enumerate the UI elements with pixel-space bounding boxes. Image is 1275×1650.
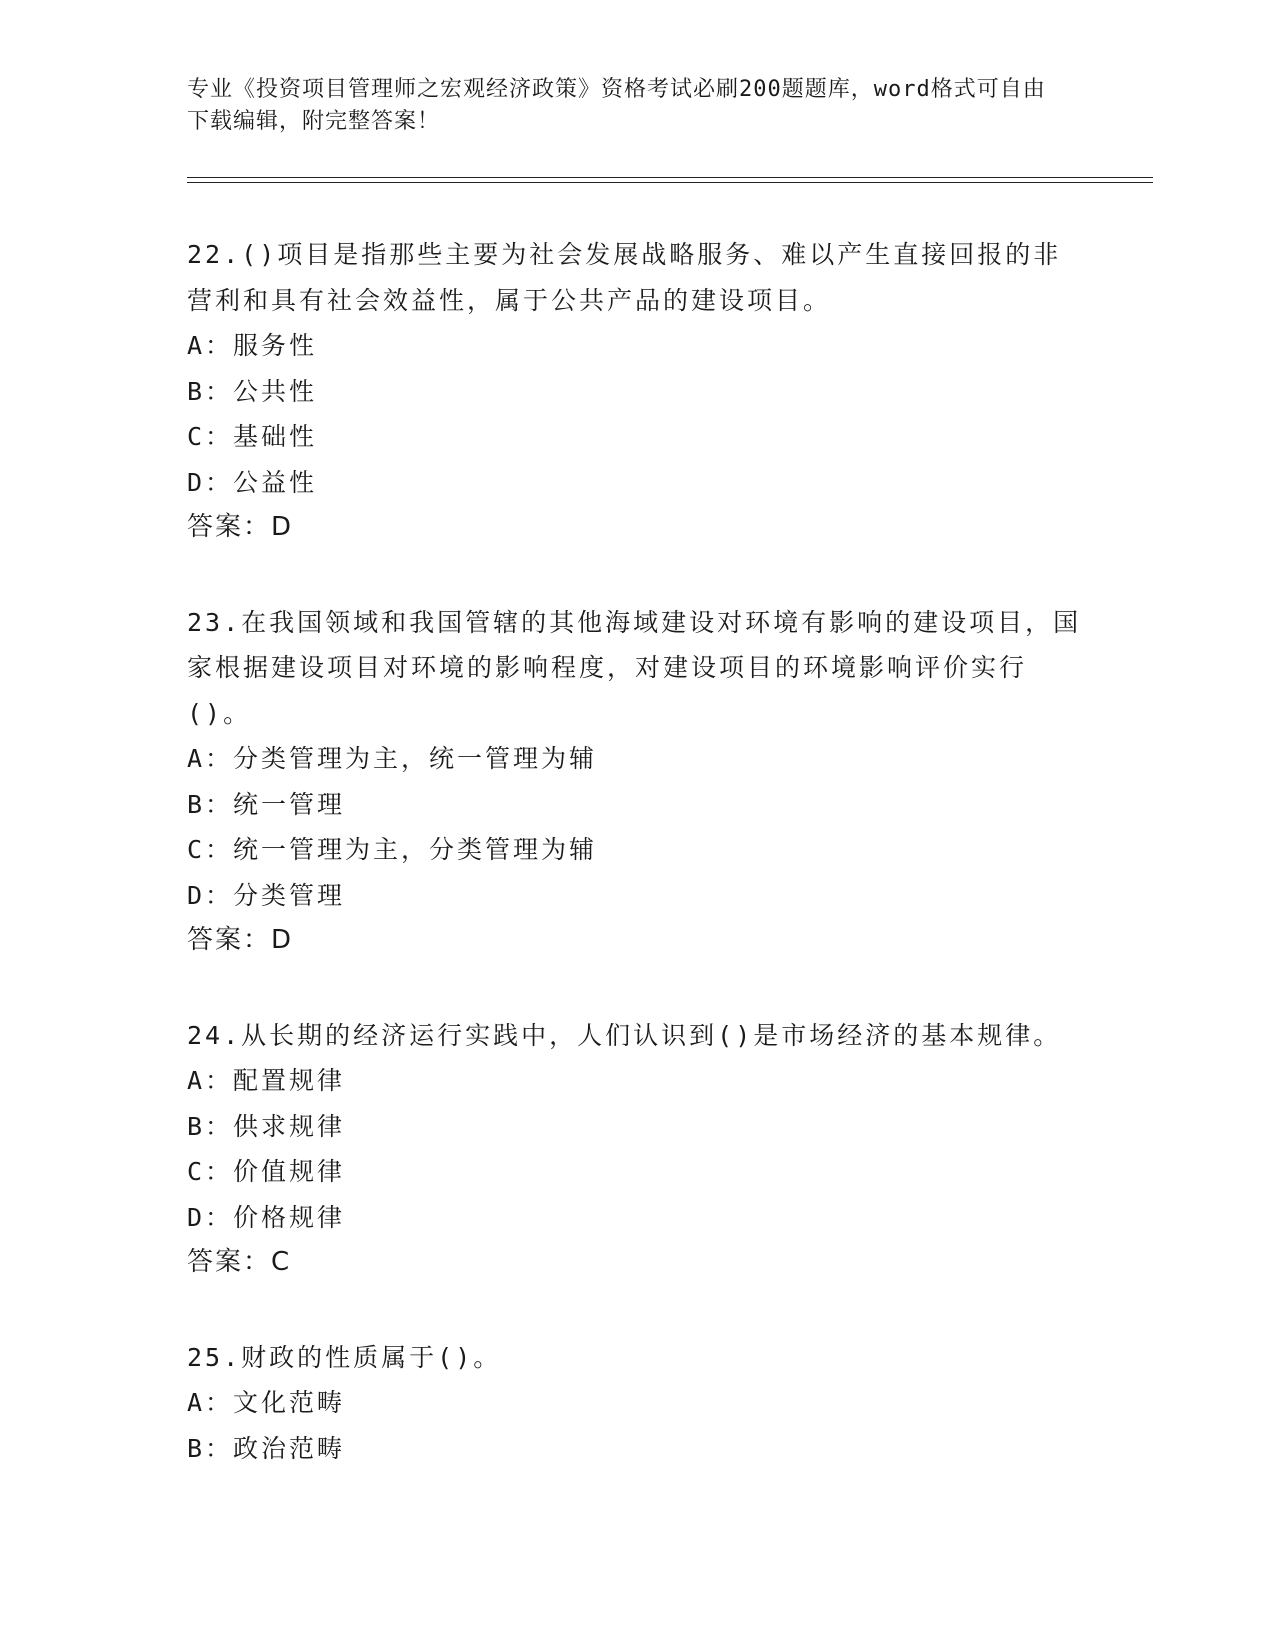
question-23 (187, 600, 1087, 964)
option-b: B：供求规律 (187, 1111, 346, 1141)
option-b: B：公共性 (187, 376, 318, 406)
header-divider-top (187, 177, 1153, 178)
option-c: C：统一管理为主，分类管理为辅 (187, 835, 598, 864)
option-c: C：基础性 (187, 422, 318, 451)
option-c: C：价值规律 (187, 1157, 346, 1186)
option-a: A：服务性 (187, 331, 318, 360)
question-text: 25.财政的性质属于()。 (187, 1342, 502, 1372)
option-a: A：文化范畴 (187, 1388, 346, 1417)
document-header: 专业《投资项目管理师之宏观经济政策》资格考试必刷200题题库，word格式可自由下载编辑，附完整答案！ (187, 77, 1046, 134)
option-b: B：统一管理 (187, 789, 346, 819)
header-divider-bottom (187, 182, 1153, 183)
option-b: B：政治范畴 (187, 1433, 346, 1463)
answer: 答案：C (187, 1247, 292, 1277)
option-d: D：公益性 (187, 467, 318, 497)
option-d: D：价格规律 (187, 1202, 346, 1232)
question-24 (187, 1013, 1087, 1286)
question-text: 22.()项目是指那些主要为社会发展战略服务、难以产生直接回报的非营利和具有社会效益性，属于公共产品的建设项目。 (187, 240, 1062, 315)
option-d: D：分类管理 (187, 880, 346, 910)
question-text: 23.在我国领域和我国管辖的其他海域建设对环境有影响的建设项目，国家根据建设项目对环境的影响程度，对建设项目的环境影响评价实行()。 (187, 607, 1082, 728)
question-25 (187, 1335, 1087, 1472)
option-a: A：配置规律 (187, 1066, 346, 1095)
option-a: A：分类管理为主，统一管理为辅 (187, 744, 598, 773)
question-22 (187, 232, 1087, 551)
answer: 答案：D (187, 925, 294, 955)
question-text: 24.从长期的经济运行实践中，人们认识到()是市场经济的基本规律。 (187, 1020, 1062, 1050)
answer: 答案：D (187, 512, 294, 542)
question-list (187, 232, 1087, 1520)
